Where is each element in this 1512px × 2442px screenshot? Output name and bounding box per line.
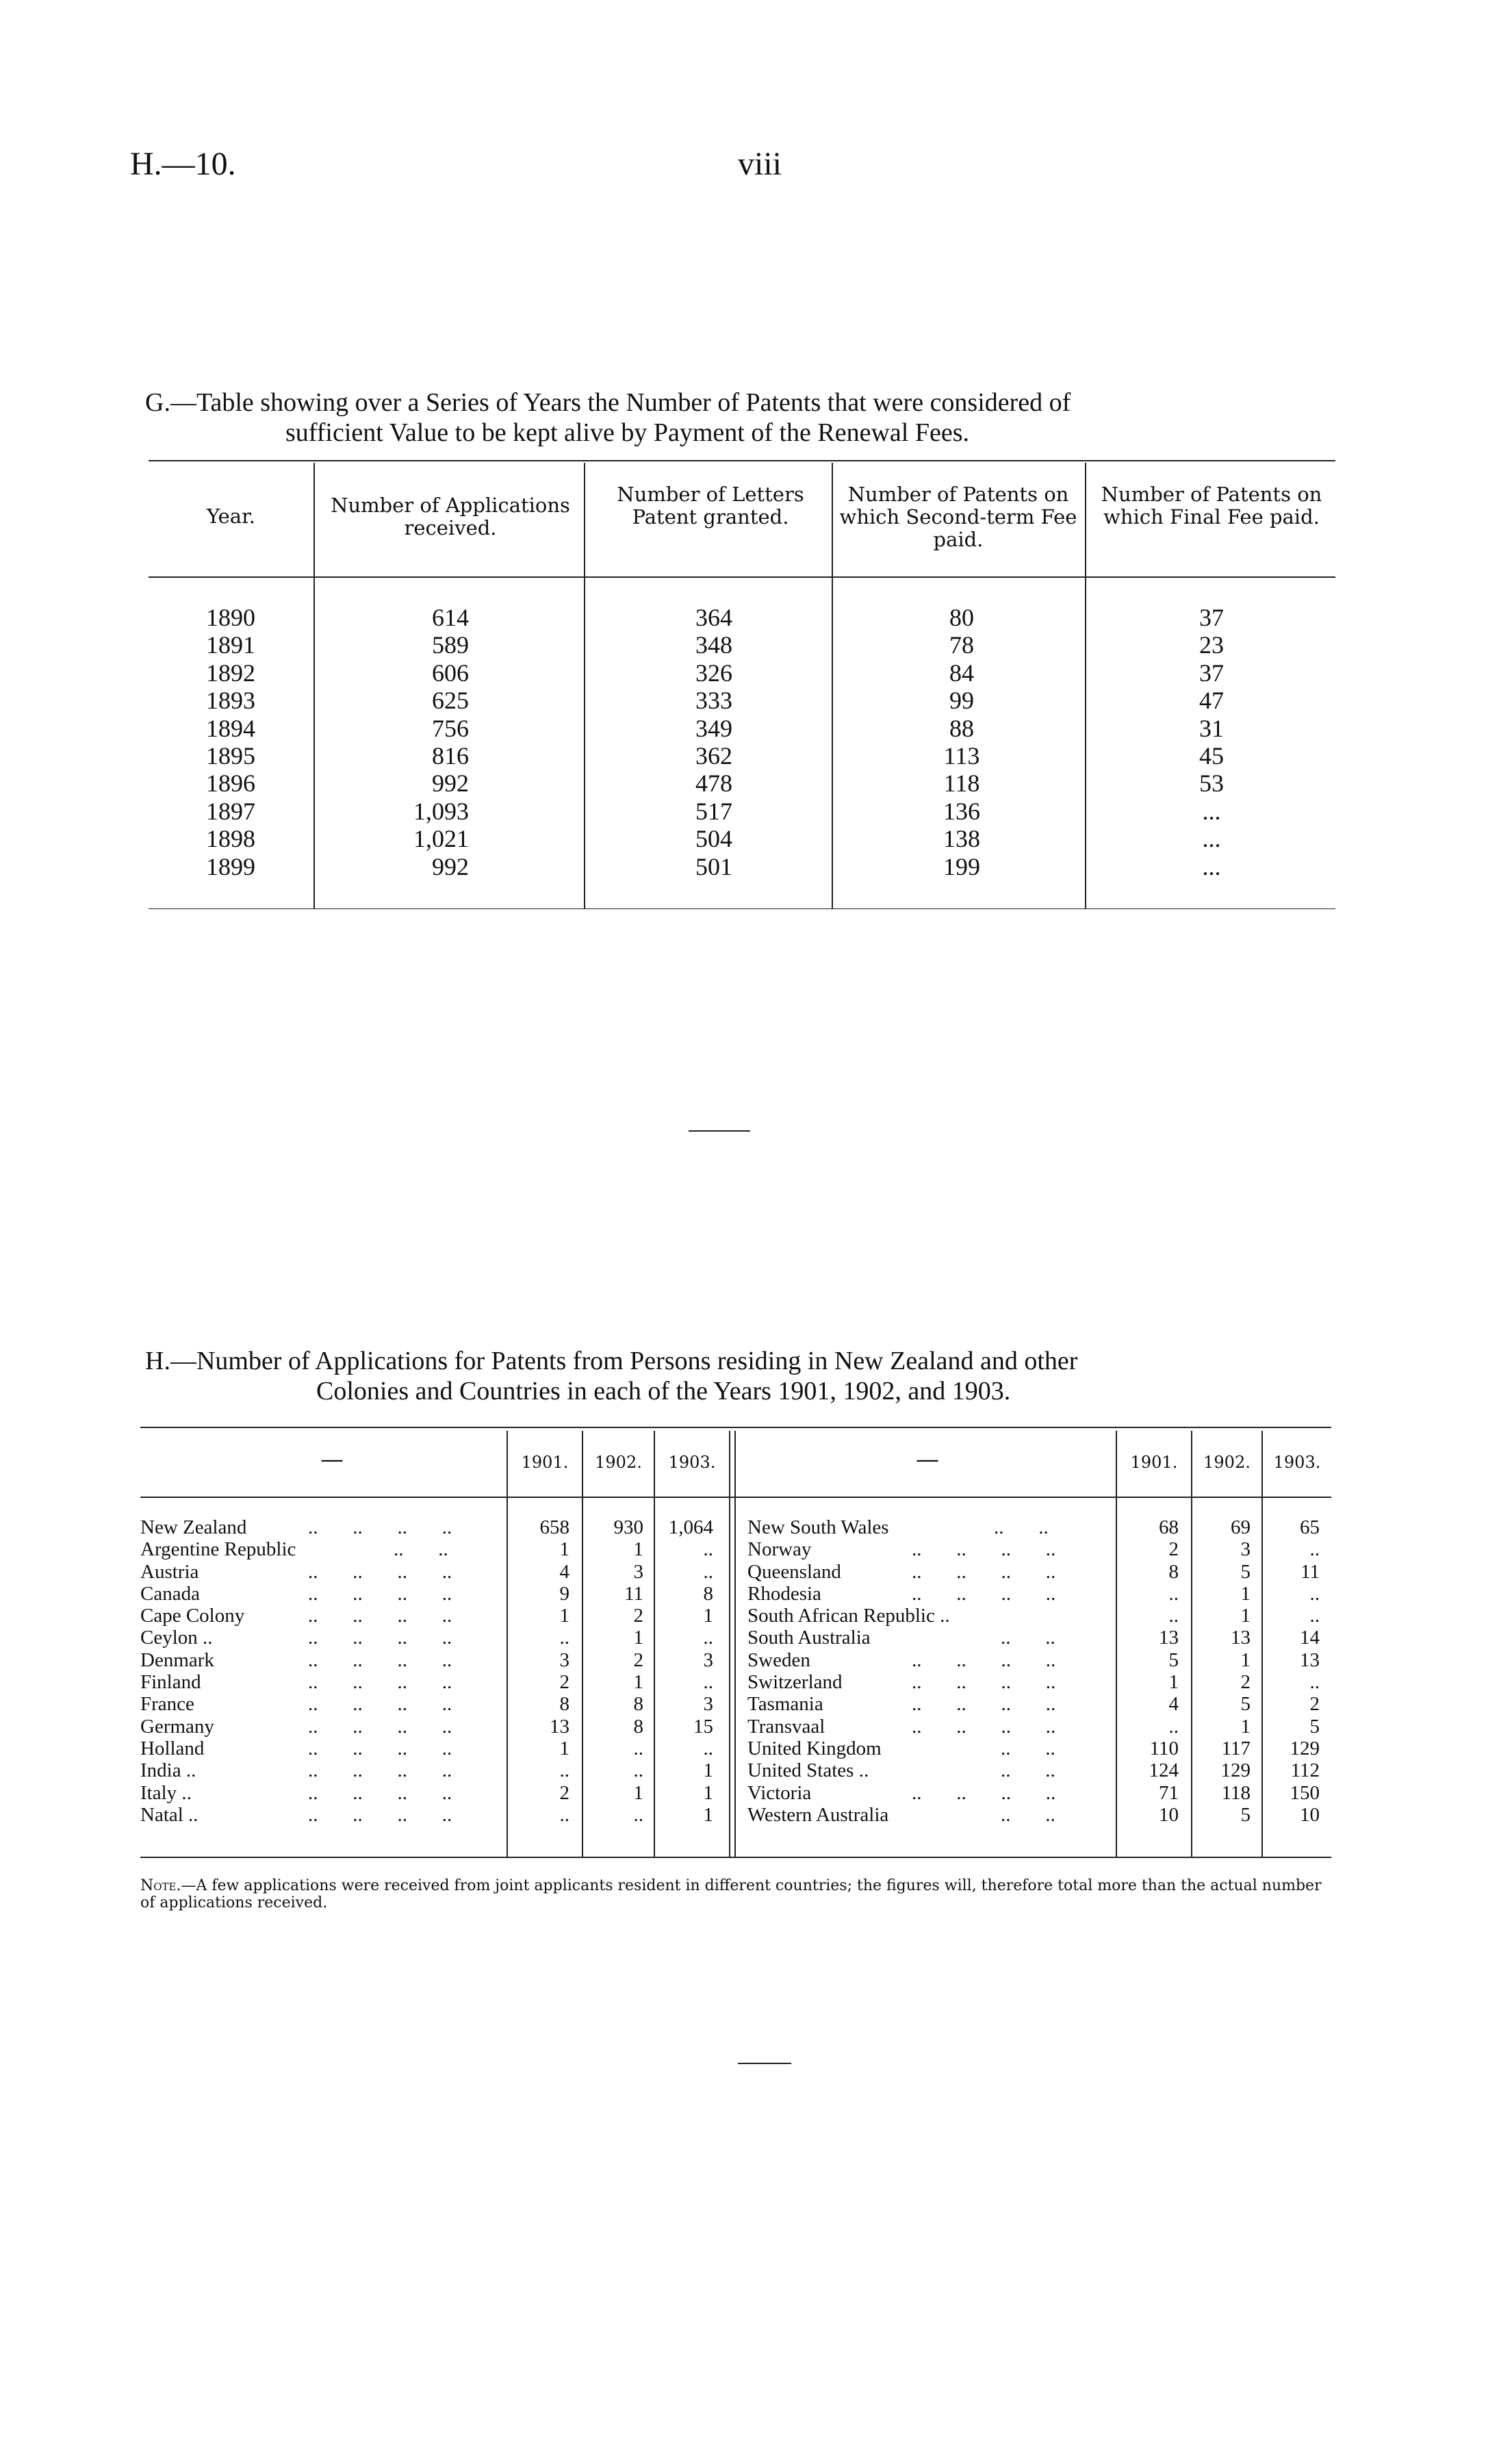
cell: 47 xyxy=(1199,687,1224,715)
cell: 625 xyxy=(432,687,469,715)
cell: 1 xyxy=(559,1605,569,1627)
country-name: South Australia xyxy=(747,1627,871,1649)
list-item: Victoria .. .. .. .. xyxy=(747,1781,1056,1804)
cell: .. xyxy=(703,1627,713,1649)
country-name: United Kingdom xyxy=(747,1737,882,1759)
left-1902-column xyxy=(583,1516,643,1826)
list-item: United States .. .. .. xyxy=(747,1759,1055,1782)
list-item: Transvaal .. .. .. .. xyxy=(747,1715,1056,1738)
country-name: Finland xyxy=(140,1671,201,1694)
cell: .. xyxy=(1309,1582,1320,1605)
col-header-1902: 1902. xyxy=(595,1453,642,1472)
column-second-term xyxy=(914,604,1010,880)
column-applications xyxy=(383,604,469,880)
cell: 138 xyxy=(943,825,980,853)
cell: 348 xyxy=(695,631,732,659)
cell: 124 xyxy=(1149,1759,1179,1782)
bottom-separator xyxy=(738,2063,791,2064)
left-country-list xyxy=(140,1516,503,1826)
note-text: —A few applications were received from joint applicants resident in different countries; the figures will, therefore total more than the actual number of applications received. xyxy=(140,1877,1322,1911)
cell: 1 xyxy=(633,1671,643,1694)
cell: 117 xyxy=(1221,1737,1251,1759)
country-name: Holland xyxy=(140,1737,205,1759)
cell: 1,064 xyxy=(668,1516,713,1538)
cell: ... xyxy=(1202,825,1221,853)
list-item: Italy .. .. .. .. .. xyxy=(140,1781,452,1804)
cell: 1 xyxy=(1240,1715,1251,1738)
cell: 756 xyxy=(432,714,469,742)
table-h-title-line1: H.—Number of Applications for Patents from Persons residing in New Zealand and other xyxy=(145,1347,1078,1375)
list-item: Western Australia .. .. xyxy=(747,1803,1055,1826)
list-item: Natal .. .. .. .. .. xyxy=(140,1803,452,1826)
country-name: Rhodesia xyxy=(747,1582,821,1605)
cell: .. xyxy=(559,1627,569,1649)
cell: 362 xyxy=(695,741,732,770)
cell: 5 xyxy=(1240,1560,1251,1583)
country-name: Switzerland xyxy=(747,1671,843,1694)
country-name: Denmark xyxy=(140,1649,214,1671)
cell: 69 xyxy=(1231,1516,1251,1538)
cell: 1890 xyxy=(206,604,255,631)
cell: 4 xyxy=(1168,1693,1179,1716)
list-item: Germany .. .. .. .. xyxy=(140,1715,452,1738)
list-item: Cape Colony .. .. .. .. xyxy=(140,1605,452,1627)
cell: 13 xyxy=(1231,1627,1251,1649)
list-item: Switzerland .. .. .. .. xyxy=(747,1671,1056,1694)
table-g-title xyxy=(145,387,1343,448)
country-name: Austria xyxy=(140,1560,199,1583)
table-g-vrule xyxy=(1085,463,1086,908)
table-h-left-dash: — xyxy=(320,1446,344,1473)
cell: .. xyxy=(1168,1715,1179,1738)
cell: 37 xyxy=(1199,659,1224,687)
cell: .. xyxy=(559,1803,569,1826)
page-number: viii xyxy=(738,146,782,182)
col-header-applications: Number of Applications received. xyxy=(331,494,570,539)
cell: 3 xyxy=(1240,1538,1251,1561)
page-reference: H.—10. xyxy=(130,146,236,182)
table-h-right-dash: — xyxy=(916,1446,939,1473)
cell: 11 xyxy=(1300,1560,1320,1583)
country-name: Italy .. xyxy=(140,1781,192,1804)
list-item: Norway .. .. .. .. xyxy=(747,1538,1056,1561)
cell: 1 xyxy=(703,1759,713,1782)
cell: 8 xyxy=(1168,1560,1179,1583)
table-h-bottom-rule xyxy=(140,1857,1331,1858)
list-item: India .. .. .. .. .. xyxy=(140,1759,452,1782)
country-name: New South Wales xyxy=(747,1516,889,1538)
column-granted xyxy=(666,604,762,880)
cell: 1,093 xyxy=(413,797,469,825)
cell: 658 xyxy=(539,1516,569,1538)
country-name: Sweden xyxy=(747,1649,810,1671)
cell: .. xyxy=(703,1737,713,1759)
left-1903-column xyxy=(655,1516,713,1826)
cell: 11 xyxy=(624,1582,643,1605)
table-g-vrule xyxy=(832,463,833,908)
country-name: Western Australia xyxy=(747,1803,889,1826)
cell: 2 xyxy=(633,1605,643,1627)
cell: 1892 xyxy=(206,659,255,687)
cell: 9 xyxy=(559,1582,569,1605)
cell: .. xyxy=(703,1671,713,1694)
country-name: Transvaal xyxy=(747,1715,825,1738)
cell: 5 xyxy=(1168,1649,1179,1671)
note-label: Note. xyxy=(140,1877,181,1894)
cell: 2 xyxy=(559,1781,569,1804)
table-h-vrule xyxy=(734,1431,736,1857)
cell: 1894 xyxy=(206,714,255,742)
list-item: Sweden .. .. .. .. xyxy=(747,1649,1056,1671)
col-header-1901: 1901. xyxy=(521,1453,569,1472)
cell: ... xyxy=(1202,797,1221,825)
cell: 1896 xyxy=(206,770,255,798)
cell: 80 xyxy=(949,604,974,631)
table-g-top-rule xyxy=(149,460,1335,461)
country-name: Natal .. xyxy=(140,1803,198,1826)
list-item: Ceylon .. .. .. .. .. xyxy=(140,1627,452,1649)
cell: 3 xyxy=(633,1560,643,1583)
cell: 1 xyxy=(1240,1605,1251,1627)
list-item: Denmark .. .. .. .. xyxy=(140,1649,452,1671)
cell: 3 xyxy=(559,1649,569,1671)
cell: 68 xyxy=(1159,1516,1179,1538)
cell: 1 xyxy=(703,1605,713,1627)
list-item: New Zealand .. .. .. .. xyxy=(140,1516,452,1538)
cell: 4 xyxy=(559,1560,569,1583)
cell: 1893 xyxy=(206,687,255,715)
cell: 13 xyxy=(1159,1627,1179,1649)
cell: 1895 xyxy=(206,741,255,770)
cell: 8 xyxy=(703,1582,713,1605)
country-name: Queensland xyxy=(747,1560,841,1583)
cell: 71 xyxy=(1159,1781,1179,1804)
list-item xyxy=(747,1605,1114,1627)
cell: 517 xyxy=(695,797,732,825)
list-item: Rhodesia .. .. .. .. xyxy=(747,1582,1056,1605)
cell: .. xyxy=(1168,1582,1179,1605)
cell: 1 xyxy=(703,1781,713,1804)
column-year xyxy=(183,604,279,880)
cell: 1 xyxy=(633,1627,643,1649)
cell: .. xyxy=(1309,1538,1320,1561)
cell: 3 xyxy=(703,1649,713,1671)
table-g-vrule xyxy=(313,463,315,908)
cell: 78 xyxy=(949,631,974,659)
cell: 1,021 xyxy=(413,825,469,853)
col-header-1903-right: 1903. xyxy=(1273,1453,1321,1472)
cell: 992 xyxy=(432,852,469,880)
country-name: Tasmania xyxy=(747,1693,823,1716)
cell: 478 xyxy=(695,770,732,798)
country-name: New Zealand xyxy=(140,1516,247,1538)
cell: 118 xyxy=(943,770,980,798)
country-name: Victoria xyxy=(747,1781,812,1804)
cell: ... xyxy=(1202,852,1221,880)
cell: 110 xyxy=(1149,1737,1179,1759)
col-header-final-fee: Number of Patents on which Final Fee paid. xyxy=(1101,483,1322,529)
col-header-1901-right: 1901. xyxy=(1130,1453,1178,1472)
cell: 65 xyxy=(1300,1516,1320,1538)
list-item: Tasmania .. .. .. .. xyxy=(747,1693,1056,1716)
cell: 99 xyxy=(949,687,974,715)
country-name: Ceylon .. xyxy=(140,1627,213,1649)
country-name: Germany xyxy=(140,1715,214,1738)
cell: 333 xyxy=(695,687,732,715)
cell: 326 xyxy=(695,659,732,687)
cell: 1898 xyxy=(206,825,255,853)
country-name: United States .. xyxy=(747,1759,869,1782)
country-name: Argentine Republic xyxy=(140,1538,296,1561)
cell: 13 xyxy=(1300,1649,1320,1671)
cell: 2 xyxy=(1240,1671,1251,1694)
country-name: Cape Colony xyxy=(140,1605,245,1627)
table-g-title-line1: G.—Table showing over a Series of Years the Number of Patents that were considered of xyxy=(145,388,1071,417)
cell: 1 xyxy=(633,1538,643,1561)
col-header-year: Year. xyxy=(207,505,255,528)
list-item: Finland .. .. .. .. xyxy=(140,1671,452,1694)
cell: 1 xyxy=(559,1737,569,1759)
list-item: Queensland .. .. .. .. xyxy=(747,1560,1056,1583)
cell: 3 xyxy=(703,1693,713,1716)
cell: 5 xyxy=(1240,1803,1251,1826)
cell: 1899 xyxy=(206,852,255,880)
list-item: South Australia .. .. xyxy=(747,1627,1055,1649)
cell: .. xyxy=(633,1759,643,1782)
cell: 2 xyxy=(633,1649,643,1671)
cell: 14 xyxy=(1300,1627,1320,1649)
cell: 1 xyxy=(1240,1582,1251,1605)
table-h-vrule xyxy=(729,1431,730,1857)
list-item: United Kingdom .. .. xyxy=(747,1737,1055,1759)
cell: 2 xyxy=(1168,1538,1179,1561)
list-item: Austria .. .. .. .. xyxy=(140,1560,452,1583)
cell: 614 xyxy=(432,604,469,631)
cell: 8 xyxy=(559,1693,569,1716)
country-name: Canada xyxy=(140,1582,200,1605)
cell: 88 xyxy=(949,714,974,742)
table-h-title-line2: Colonies and Countries in each of the Years 1901, 1902, and 1903. xyxy=(316,1377,1011,1406)
cell: .. xyxy=(1309,1671,1320,1694)
cell: 501 xyxy=(695,852,732,880)
cell: 37 xyxy=(1199,604,1224,631)
list-item: Holland .. .. .. .. xyxy=(140,1737,452,1759)
list-item: France .. .. .. .. xyxy=(140,1693,452,1716)
cell: .. xyxy=(703,1560,713,1583)
country-name: South African Republic .. xyxy=(747,1605,950,1627)
table-note xyxy=(140,1877,1331,1911)
cell: 129 xyxy=(1290,1737,1320,1759)
cell: 589 xyxy=(432,631,469,659)
table-g-title-line2: sufficient Value to be kept alive by Payment of the Renewal Fees. xyxy=(285,418,970,447)
cell: 15 xyxy=(693,1715,713,1738)
cell: .. xyxy=(1309,1605,1320,1627)
cell: 112 xyxy=(1290,1759,1320,1782)
col-header-second-term: Number of Patents on which Second-term Fee paid. xyxy=(839,483,1077,551)
col-header-1903: 1903. xyxy=(668,1453,716,1472)
cell: 1 xyxy=(633,1781,643,1804)
right-1901-column xyxy=(1117,1516,1179,1826)
cell: 606 xyxy=(432,659,469,687)
cell: 1 xyxy=(1240,1649,1251,1671)
cell: 992 xyxy=(432,770,469,798)
cell: 136 xyxy=(943,797,980,825)
table-g-header-rule xyxy=(149,576,1335,578)
cell: 5 xyxy=(1309,1715,1320,1738)
cell: .. xyxy=(1168,1605,1179,1627)
cell: 10 xyxy=(1159,1803,1179,1826)
cell: 1891 xyxy=(206,631,255,659)
cell: 930 xyxy=(613,1516,643,1538)
cell: 113 xyxy=(943,741,980,770)
cell: 13 xyxy=(550,1715,569,1738)
table-h-title xyxy=(145,1346,1343,1406)
cell: .. xyxy=(633,1737,643,1759)
table-h-header-rule xyxy=(140,1497,1331,1498)
right-1902-column xyxy=(1192,1516,1251,1826)
cell: 1 xyxy=(559,1538,569,1561)
cell: 5 xyxy=(1240,1693,1251,1716)
cell: 199 xyxy=(943,852,980,880)
col-header-granted: Number of Letters Patent granted. xyxy=(617,483,804,529)
left-1901-column xyxy=(508,1516,569,1826)
cell: 53 xyxy=(1199,770,1224,798)
column-final-fee xyxy=(1164,604,1259,880)
cell: .. xyxy=(633,1803,643,1826)
right-1903-column xyxy=(1263,1516,1320,1826)
country-name: France xyxy=(140,1693,194,1716)
cell: 23 xyxy=(1199,631,1224,659)
section-separator xyxy=(689,1130,750,1132)
list-item: Argentine Republic .. .. xyxy=(140,1538,448,1561)
cell: 2 xyxy=(559,1671,569,1694)
cell: 31 xyxy=(1199,714,1224,742)
cell: .. xyxy=(559,1759,569,1782)
cell: 45 xyxy=(1199,741,1224,770)
cell: 150 xyxy=(1290,1781,1320,1804)
cell: 10 xyxy=(1300,1803,1320,1826)
cell: 504 xyxy=(695,825,732,853)
country-name: India .. xyxy=(140,1759,196,1782)
cell: 816 xyxy=(432,741,469,770)
cell: 8 xyxy=(633,1693,643,1716)
cell: 8 xyxy=(633,1715,643,1738)
list-item: Canada .. .. .. .. xyxy=(140,1582,452,1605)
cell: 364 xyxy=(695,604,732,631)
cell: 129 xyxy=(1220,1759,1251,1782)
cell: 349 xyxy=(695,714,732,742)
right-country-list xyxy=(747,1516,1114,1826)
cell: .. xyxy=(703,1538,713,1561)
country-name: Norway xyxy=(747,1538,812,1561)
cell: 118 xyxy=(1221,1781,1251,1804)
cell: 84 xyxy=(949,659,974,687)
table-h-top-rule xyxy=(140,1427,1331,1428)
list-item: New South Wales .. .. xyxy=(747,1516,1049,1538)
cell: 2 xyxy=(1309,1693,1320,1716)
col-header-1902-right: 1902. xyxy=(1203,1453,1251,1472)
table-g-bottom-rule xyxy=(149,908,1335,909)
cell: 1 xyxy=(703,1803,713,1826)
cell: 1897 xyxy=(206,797,255,825)
cell: 1 xyxy=(1168,1671,1179,1694)
table-g-vrule xyxy=(584,463,585,908)
